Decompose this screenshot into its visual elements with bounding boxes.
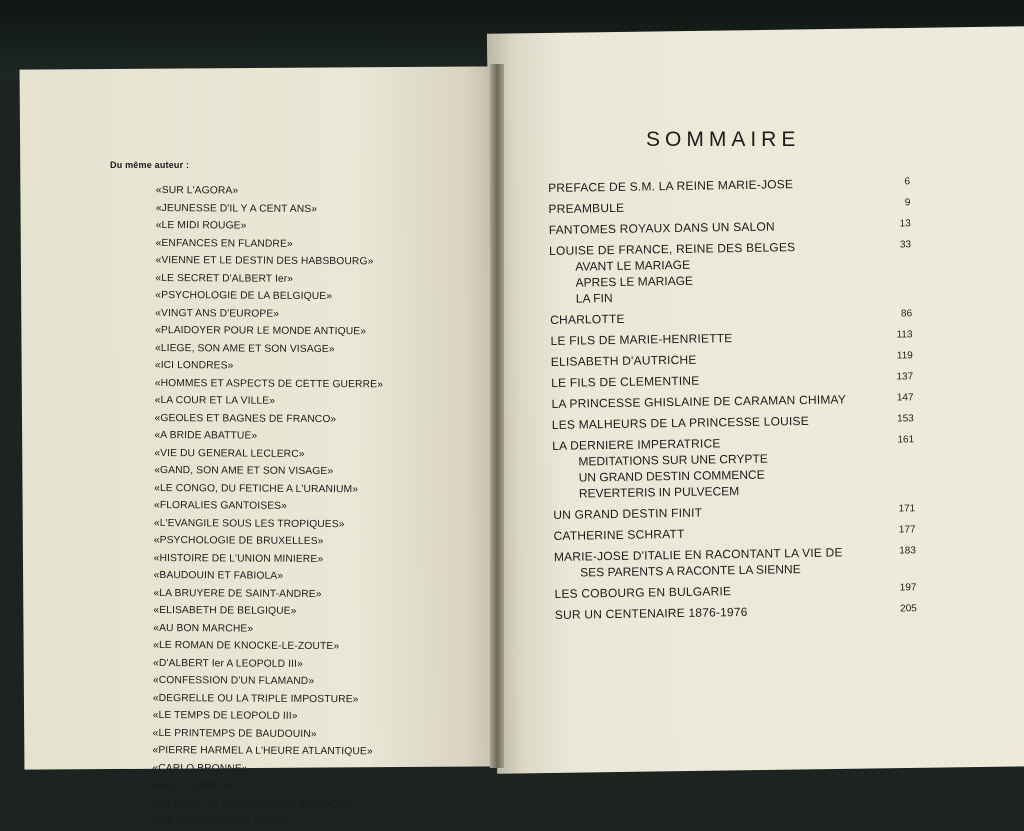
book-title: «PIERRE HARMEL A L'HEURE ATLANTIQUE»: [152, 744, 373, 758]
book-title: «AU BON MARCHE»: [153, 622, 254, 635]
book-title: «DEGRELLE OU LA TRIPLE IMPOSTURE»: [152, 692, 359, 705]
toc-entry-title: LOUISE DE FRANCE, REINE DES BELGES: [549, 240, 796, 258]
book-title: «LA BRUYERE DE SAINT-ANDRE»: [153, 587, 322, 600]
toc-entry: [552, 411, 914, 433]
toc-entry-title: LE FILS DE MARIE-HENRIETTE: [550, 331, 733, 348]
toc-entry: [551, 348, 913, 370]
toc-subentry: UN GRAND DESTIN COMMENCE: [578, 467, 765, 485]
book-title: «LE MIDI ROUGE»: [155, 219, 247, 232]
toc-page-number: 113: [896, 329, 913, 341]
toc-entry-title: LA DERNIERE IMPERATRICE: [552, 436, 721, 453]
toc-entry: [551, 369, 913, 391]
toc-entry-title: MARIE-JOSE D'ITALIE EN RACONTANT LA VIE DE: [553, 545, 843, 564]
toc-entry-title: SUR UN CENTENAIRE 1876-1976: [554, 604, 748, 622]
book-title: «MA FLANDRE QUE VOICI»: [152, 814, 288, 827]
book-title: «FLORALIES GANTOISES»: [153, 499, 288, 512]
toc-entry: [554, 543, 916, 581]
book-title: «BAUDOUIN ET FABIOLA»: [153, 569, 284, 582]
book-title: «GUILLAUME II»: [152, 779, 234, 792]
toc-entry: [554, 580, 916, 602]
book-title: «SUR L'AGORA»: [155, 184, 239, 197]
toc-entry-title: LES COBOURG EN BULGARIE: [554, 584, 732, 601]
toc-subentry: REVERTERIS IN PULVECEM: [578, 484, 740, 501]
toc-page-number: 147: [896, 392, 914, 404]
book-title: «VIENNE ET LE DESTIN DES HABSBOURG»: [155, 254, 374, 268]
book-title: «ELISABETH DE BELGIQUE»: [153, 604, 297, 617]
toc-entry-title: PREAMBULE: [548, 200, 625, 216]
toc-entry: [553, 501, 915, 523]
toc-page-number: 137: [896, 371, 914, 383]
book-title: «PSYCHOLOGIE DE BRUXELLES»: [153, 534, 324, 548]
toc-entry-title: ELISABETH D'AUTRICHE: [550, 352, 697, 369]
book-title: «LE TEMPS DE LEOPOLD III»: [152, 709, 298, 722]
toc-page-number: 9: [904, 197, 911, 209]
toc-subentry: APRES LE MARIAGE: [575, 273, 694, 290]
toc-entry: [550, 327, 912, 349]
book-title: «GAND, SON AME ET SON VISAGE»: [154, 464, 334, 478]
toc-page-number: 177: [898, 524, 916, 536]
book-title: «LE PRINTEMPS DE BAUDOUIN»: [152, 727, 317, 740]
toc-subentry: LA FIN: [575, 291, 613, 306]
book-title: «ENFANCES EN FLANDRE»: [155, 237, 293, 250]
toc-entry: [549, 237, 912, 307]
book-title: «LE ROMAN DE KNOCKE-LE-ZOUTE»: [153, 639, 340, 653]
toc-entry: [552, 432, 915, 502]
book-title: «A BRIDE ABATTUE»: [154, 429, 258, 442]
toc-entry-title: LA PRINCESSE GHISLAINE DE CARAMAN CHIMAY: [551, 392, 847, 411]
book-title: «LA COUR ET LA VILLE»: [154, 394, 276, 407]
toc-entry: [551, 390, 913, 412]
book-title: «JEUNESSE D'IL Y A CENT ANS»: [155, 202, 318, 215]
toc-page-number: 6: [904, 176, 911, 188]
book-title: «L'EVANGILE SOUS LES TROPIQUES»: [153, 517, 345, 530]
book-title: «VIE DU GENERAL LECLERC»: [154, 447, 305, 460]
toc-entry: [549, 216, 911, 238]
book-title: «LE CONGO, DU FETICHE A L'URANIUM»: [154, 482, 359, 495]
book-title: «GEOLES ET BAGNES DE FRANCO»: [154, 412, 337, 425]
author-works-list: [152, 182, 384, 831]
toc-entry: [548, 195, 910, 217]
toc-page-number: 86: [900, 308, 913, 320]
toc-page-number: 183: [899, 545, 916, 557]
book-title: «CARLO BRONNE»: [152, 762, 248, 775]
toc-entry-title: UN GRAND DESTIN FINIT: [553, 505, 703, 522]
toc-page-number: 13: [899, 218, 911, 230]
toc-subentry: AVANT LE MARIAGE: [575, 257, 691, 274]
toc-subentry: SES PARENTS A RACONTE LA SIENNE: [580, 562, 801, 580]
book-title: «LE SECRET D'ALBERT Ier»: [155, 272, 294, 285]
toc-page-number: 161: [897, 434, 915, 446]
toc-title: SOMMAIRE: [646, 128, 801, 151]
toc-entry-title: PREFACE DE S.M. LA REINE MARIE-JOSE: [548, 177, 794, 195]
toc-page-number: 171: [898, 503, 916, 515]
book-title: «VINGT ANS D'EUROPE»: [155, 307, 280, 320]
toc-entry: [553, 522, 915, 544]
toc-page-number: 197: [899, 582, 917, 594]
toc-page-number: 153: [897, 413, 914, 425]
author-works-heading: Du même auteur :: [110, 160, 190, 170]
toc-entry-title: LE FILS DE CLEMENTINE: [551, 373, 700, 390]
toc-entry: [550, 306, 912, 328]
toc-entry-title: CHARLOTTE: [550, 311, 625, 327]
table-of-contents: [548, 174, 917, 623]
book-title: «PSYCHOLOGIE DE LA BELGIQUE»: [155, 289, 333, 303]
book-title: «PLAIDOYER POUR LE MONDE ANTIQUE»: [155, 324, 367, 338]
book-title: «LA SOCIETE GENERALE DE BELGIQUE»: [152, 797, 359, 810]
toc-page-number: 33: [899, 239, 912, 251]
toc-entry-title: FANTOMES ROYAUX DANS UN SALON: [548, 219, 775, 237]
book-title: «CONFESSION D'UN FLAMAND»: [152, 674, 315, 687]
book-title: «LIEGE, SON AME ET SON VISAGE»: [154, 342, 335, 355]
toc-page-number: 205: [900, 603, 917, 615]
book-gutter: [490, 64, 504, 768]
toc-subentry: MEDITATIONS SUR UNE CRYPTE: [578, 451, 768, 469]
toc-entry-title: LES MALHEURS DE LA PRINCESSE LOUISE: [551, 413, 810, 432]
book-title: «D'ALBERT Ier A LEOPOLD III»: [153, 657, 303, 670]
toc-page-number: 119: [896, 350, 913, 362]
book-title: «HOMMES ET ASPECTS DE CETTE GUERRE»: [154, 377, 383, 390]
toc-entry-title: CATHERINE SCHRATT: [553, 526, 685, 543]
book-title: «HISTOIRE DE L'UNION MINIERE»: [153, 552, 324, 565]
book-title: «ICI LONDRES»: [154, 359, 234, 372]
